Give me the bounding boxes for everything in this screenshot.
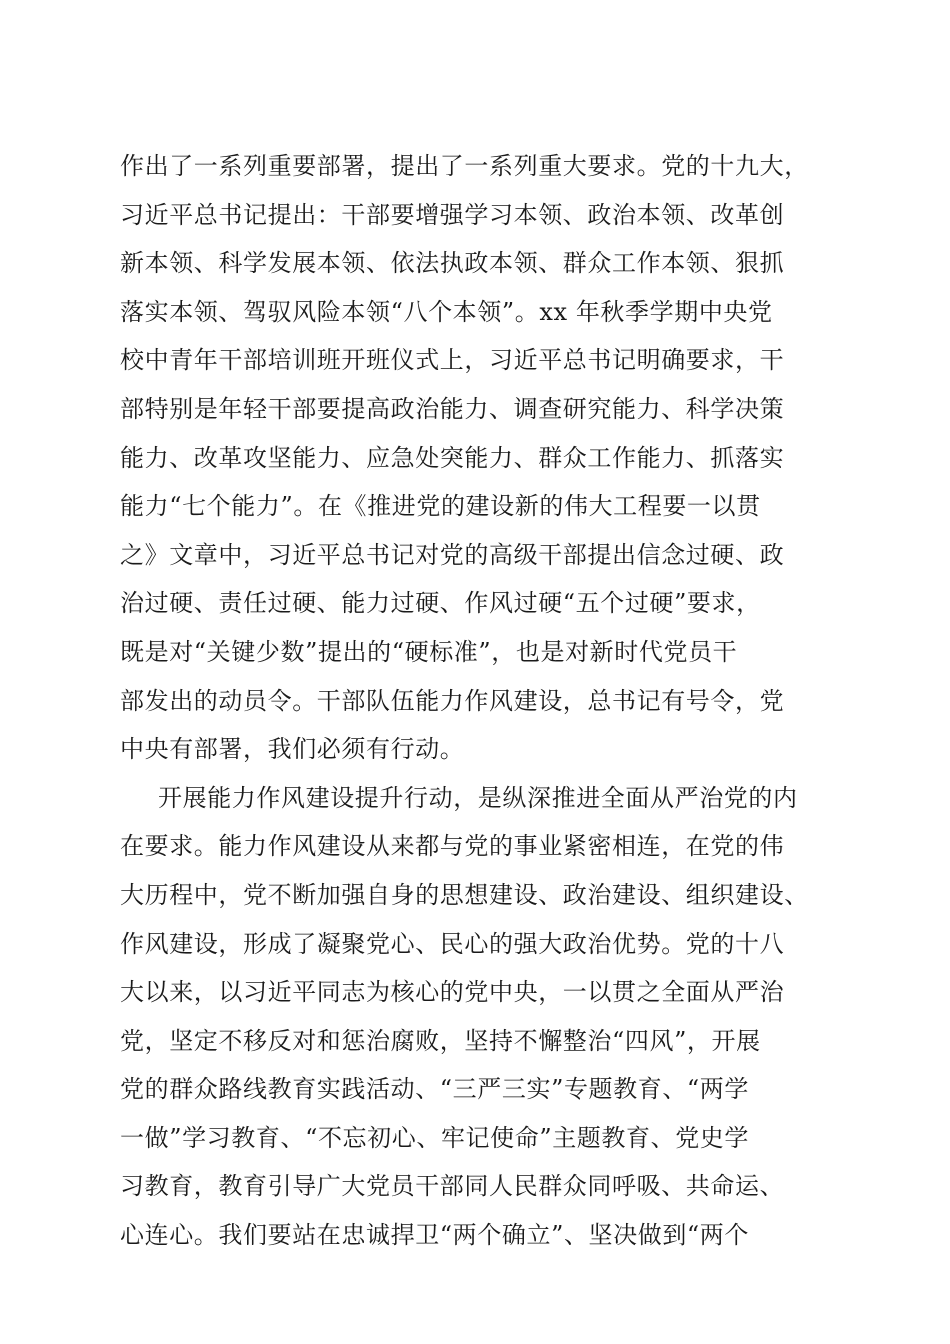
text-line: 中央有部署，我们必须有行动。 (120, 735, 465, 764)
text-line: 开展能力作风建设提升行动，是纵深推进全面从严治党的内 (158, 783, 798, 812)
text-line: 落实本领、驾驭风险本领“八个本领”。xx 年秋季学期中央党 (120, 297, 773, 326)
text-line: 心连心。我们要站在忠诚捍卫“两个确立”、坚决做到“两个 (120, 1221, 750, 1250)
text-line: 大以来，以习近平同志为核心的党中央，一以贯之全面从严治 (120, 978, 785, 1007)
text-line: 部发出的动员令。干部队伍能力作风建设，总书记有号令，党 (120, 686, 785, 715)
text-line: 能力、改革攻坚能力、应急处突能力、群众工作能力、抓落实 (120, 443, 785, 472)
paragraph-2 (120, 774, 840, 1260)
text-line: 在要求。能力作风建设从来都与党的事业紧密相连，在党的伟 (120, 832, 785, 861)
paragraph-1 (120, 142, 840, 774)
text-line: 既是对“关键少数”提出的“硬标准”，也是对新时代党员干 (120, 637, 738, 666)
text-line: 新本领、科学发展本领、依法执政本领、群众工作本领、狠抓 (120, 249, 785, 278)
text-line: 党，坚定不移反对和惩治腐败，坚持不懈整治“四风”，开展 (120, 1026, 761, 1055)
text-line: 大历程中，党不断加强自身的思想建设、政治建设、组织建设、 (120, 880, 809, 909)
text-line: 治过硬、责任过硬、能力过硬、作风过硬“五个过硬”要求， (120, 589, 761, 618)
text-line: 习教育，教育引导广大党员干部同人民群众同呼吸、共命运、 (120, 1172, 785, 1201)
text-line: 作风建设，形成了凝聚党心、民心的强大政治优势。党的十八 (120, 929, 785, 958)
text-line: 习近平总书记提出：干部要增强学习本领、政治本领、改革创 (120, 200, 785, 229)
text-line: 一做”学习教育、“不忘初心、牢记使命”主题教育、党史学 (120, 1123, 750, 1152)
text-line: 作出了一系列重要部署，提出了一系列重大要求。党的十九大， (120, 152, 809, 180)
text-line: 能力“七个能力”。在《推进党的建设新的伟大工程要一以贯 (120, 492, 761, 521)
text-line: 校中青年干部培训班开班仪式上，习近平总书记明确要求，干 (120, 346, 785, 375)
text-line: 之》文章中，习近平总书记对党的高级干部提出信念过硬、政 (120, 540, 785, 569)
text-line: 党的群众路线教育实践活动、“三严三实”专题教育、“两学 (120, 1075, 750, 1104)
text-line: 部特别是年轻干部要提高政治能力、调查研究能力、科学决策 (120, 394, 785, 423)
body-text (120, 142, 840, 1260)
